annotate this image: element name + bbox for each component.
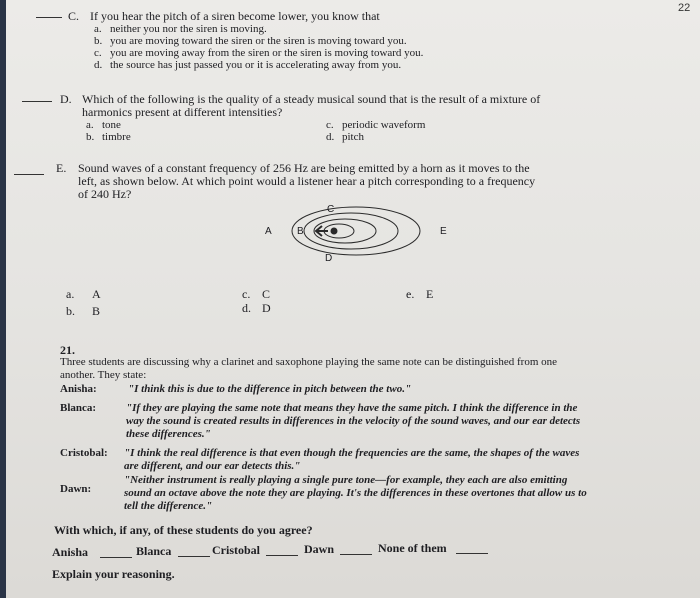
question-c-option-b: you are moving toward the siren or the siren is moving toward you.: [110, 35, 407, 47]
doppler-wavefront-diagram: [256, 198, 456, 268]
question-c-option-a-letter: a.: [94, 23, 102, 35]
question-c-option-c: you are moving away from the siren or the siren is moving toward you.: [110, 47, 424, 59]
question-e-option-d-letter: d.: [242, 301, 251, 315]
choice-cristobal-blank[interactable]: [266, 555, 298, 556]
choice-dawn-blank[interactable]: [340, 554, 372, 555]
question-d-option-b-letter: b.: [86, 131, 95, 143]
question-e-option-d: D: [262, 301, 271, 315]
question-e-label: E.: [56, 161, 67, 175]
student-blanca-line2: way the sound is created results in differences in the velocity of the sound waves, and our ear detects: [126, 415, 581, 427]
question-e-option-b-letter: b.: [66, 304, 75, 318]
question-d-option-d-letter: d.: [326, 131, 335, 143]
question-c-stem: If you hear the pitch of a siren become lower, you know that: [90, 9, 380, 23]
student-dawn-line1: "Neither instrument is really playing a single pure tone—for example, they each are also emitting: [124, 474, 568, 486]
student-blanca-line3: these differences.": [126, 428, 211, 440]
question-e-option-e-letter: e.: [406, 287, 415, 301]
question-21-intro-line2: another. They state:: [60, 369, 147, 381]
question-e-option-b: B: [92, 304, 101, 318]
question-d-option-c-letter: c.: [326, 119, 334, 131]
question-c-option-b-letter: b.: [94, 35, 103, 47]
diagram-label-e: E: [440, 226, 447, 237]
question-d-option-a-letter: a.: [86, 119, 94, 131]
question-d-option-c: periodic waveform: [342, 119, 426, 131]
question-21-number: 21.: [60, 343, 75, 357]
choice-cristobal: Cristobal: [212, 543, 260, 557]
answer-blank-d[interactable]: [22, 101, 52, 102]
choice-anisha: Anisha: [52, 545, 89, 559]
question-21-prompt: With which, if any, of these students do you agree?: [54, 523, 313, 537]
answer-blank-e[interactable]: [14, 174, 44, 175]
explain-prompt: Explain your reasoning.: [52, 567, 175, 581]
question-e-stem-line3: of 240 Hz?: [78, 187, 132, 201]
student-blanca-name: Blanca:: [60, 402, 97, 414]
worksheet-page: [6, 0, 700, 598]
diagram-label-d: D: [325, 253, 333, 264]
choice-dawn: Dawn: [304, 542, 335, 556]
question-d-label: D.: [60, 92, 72, 106]
question-c-label: C.: [68, 9, 80, 23]
question-e-stem-line1: Sound waves of a constant frequency of 256 Hz are being emitted by a horn as it moves to the: [78, 161, 530, 175]
question-c-option-c-letter: c.: [94, 47, 102, 59]
question-e-option-a-letter: a.: [66, 287, 75, 301]
choice-none-blank[interactable]: [456, 553, 488, 554]
choice-none: None of them: [378, 541, 447, 555]
student-dawn-line2: sound an octave above the note they are playing. It's the differences in these overtones that allow us to: [124, 487, 587, 499]
student-cristobal-line1: "I think the real difference is that even though the frequencies are the same, the shapes of the waves: [124, 447, 580, 459]
horn-source: [331, 228, 337, 234]
student-cristobal-name: Cristobal:: [60, 447, 108, 459]
diagram-label-b: B: [297, 226, 304, 237]
wavefront-innermost: [324, 224, 354, 238]
choice-blanca: Blanca: [136, 544, 172, 558]
question-d-option-b: timbre: [102, 131, 131, 143]
question-d-stem-line2: harmonics present at different intensities?: [82, 105, 283, 119]
question-e-option-a: A: [92, 287, 101, 301]
diagram-label-a: A: [265, 226, 272, 237]
choice-blanca-blank[interactable]: [178, 556, 210, 557]
student-dawn-line3: tell the difference.": [124, 500, 213, 512]
wavefront-outer: [292, 207, 420, 255]
question-21-intro-line1: Three students are discussing why a clarinet and saxophone playing the same note can be distinguished from one: [60, 356, 558, 368]
question-e-option-c-letter: c.: [242, 287, 251, 301]
question-d-option-d: pitch: [342, 131, 364, 143]
question-e-stem-line2: left, as shown below. At which point would a listener hear a pitch corresponding to a frequency: [78, 174, 536, 188]
question-e-option-c: C: [262, 287, 271, 301]
student-anisha-name: Anisha:: [60, 383, 97, 395]
question-c-option-a: neither you nor the siren is moving.: [110, 23, 267, 35]
question-c-option-d: the source has just passed you or it is accelerating away from you.: [110, 59, 402, 71]
student-anisha-line1: "I think this is due to the difference in pitch between the two.": [128, 383, 412, 395]
choice-anisha-blank[interactable]: [100, 557, 132, 558]
question-e-option-e: E: [426, 287, 434, 301]
question-d-stem-line1: Which of the following is the quality of a steady musical sound that is the result of a mixture of: [82, 92, 541, 106]
page-number: 22: [678, 2, 691, 14]
diagram-label-c: C: [327, 204, 335, 215]
student-dawn-name: Dawn:: [60, 483, 92, 495]
student-cristobal-line2: are different, and our ear detects this.": [124, 460, 301, 472]
student-blanca-line1: "If they are playing the same note that means they have the same pitch. I think the difference in the: [126, 402, 578, 414]
answer-blank-c[interactable]: [36, 17, 62, 18]
question-d-option-a: tone: [102, 119, 121, 131]
question-c-option-d-letter: d.: [94, 59, 103, 71]
